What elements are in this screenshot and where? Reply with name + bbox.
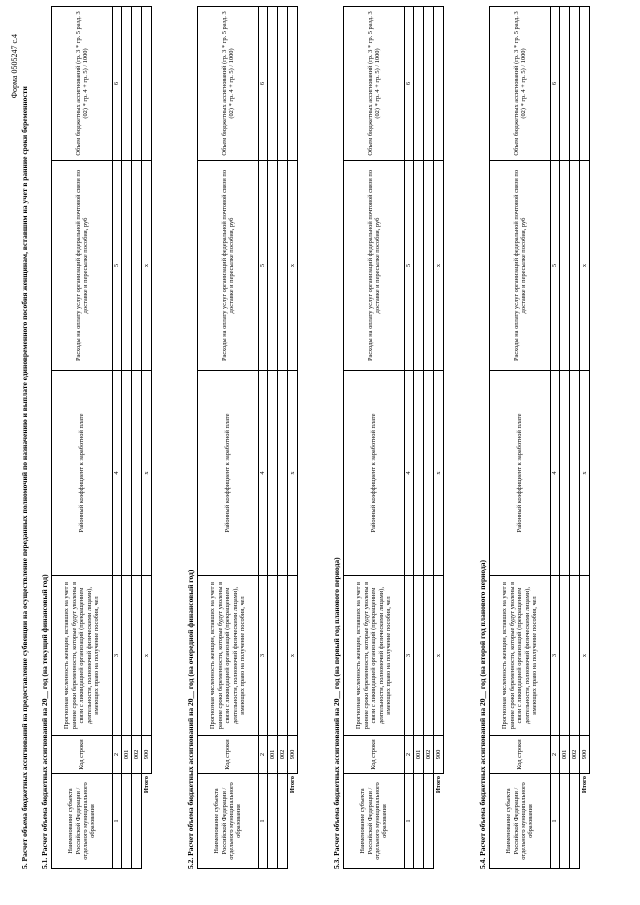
cell-subject[interactable] [122,774,132,869]
cell-coefficient[interactable] [268,371,278,576]
cell-postal[interactable] [132,161,142,371]
main-title: 5. Расчет объема бюджетных ассигнований на предоставление субвенции на осуществление переданных полномочий по назначению и выплате единовременного пособия женщинам, вставшим на учет в ранние сроки беременности [20,86,29,869]
cell-count[interactable] [122,576,132,736]
total-code: 900 [434,736,444,774]
cell-code: 001 [122,736,132,774]
column-number: 2 [405,736,414,774]
cell-postal[interactable] [122,161,132,371]
budget-table [343,6,444,869]
cell-count[interactable] [414,576,424,736]
cell-postal[interactable] [424,161,434,371]
total-x: x [580,576,590,736]
table-row [132,7,142,869]
total-x: x [142,576,152,736]
cell-count[interactable] [560,576,570,736]
column-number: 4 [113,371,122,576]
form-code: Форма 0505247 с.4 [10,34,19,99]
cell-volume[interactable] [268,7,278,161]
header-forecast-count: Прогнозная численность женщин, вставших на учет в ранние сроки беременности, которые будут уволены в связи с ликвидацией организаций (прекращением деятельности, полномочий физическими лицами), имеющих право на получение пособия, чел [52,576,113,736]
cell-volume[interactable] [414,7,424,161]
header-row-code: Код строки [344,736,405,774]
cell-code: 001 [414,736,424,774]
column-number: 3 [405,576,414,736]
table-row [424,7,434,869]
total-x: x [580,371,590,576]
total-volume[interactable] [434,7,444,161]
header-row-code: Код строки [490,736,551,774]
header-row-code: Код строки [52,736,113,774]
cell-volume[interactable] [122,7,132,161]
header-subject: Наименование субъекта Российской Федерации / отдельного муниципального образования [344,774,405,869]
column-number: 2 [259,736,268,774]
section-5-2 [186,7,298,869]
total-row [580,7,590,869]
section-caption: 5.4. Расчет объема бюджетных ассигнований на 20__ год (на второй год планового периода) [478,559,487,869]
cell-coefficient[interactable] [414,371,424,576]
header-budget-volume: Объем бюджетных ассигнований (гр. 3 * гр. 5 разд. 3 (02) * гр. 4 + гр. 5) / 1000) [198,7,259,161]
cell-postal[interactable] [570,161,580,371]
column-number: 6 [551,7,560,161]
header-regional-coefficient: Районный коэффициент к заработной плате [490,371,551,576]
column-number: 5 [259,161,268,371]
header-budget-volume: Объем бюджетных ассигнований (гр. 3 * гр. 5 разд. 3 (02) * гр. 4 + гр. 5) / 1000) [52,7,113,161]
cell-volume[interactable] [560,7,570,161]
total-x: x [434,576,444,736]
section-5-3 [332,7,444,869]
section-caption: 5.2. Расчет объема бюджетных ассигнований на 20__ год (на очередной финансовый год) [186,569,195,869]
total-code: 900 [288,736,298,774]
budget-table [197,6,298,869]
cell-subject[interactable] [278,774,288,869]
column-number: 1 [551,774,560,869]
cell-subject[interactable] [570,774,580,869]
cell-volume[interactable] [132,7,142,161]
total-label: Итого [580,774,590,869]
cell-postal[interactable] [560,161,570,371]
header-regional-coefficient: Районный коэффициент к заработной плате [344,371,405,576]
header-regional-coefficient: Районный коэффициент к заработной плате [52,371,113,576]
header-regional-coefficient: Районный коэффициент к заработной плате [198,371,259,576]
cell-postal[interactable] [278,161,288,371]
table-row [570,7,580,869]
cell-coefficient[interactable] [132,371,142,576]
cell-code: 001 [268,736,278,774]
column-number: 5 [405,161,414,371]
section-5-4 [478,7,590,869]
column-number: 1 [259,774,268,869]
header-forecast-count: Прогнозная численность женщин, вставших на учет в ранние сроки беременности, которые будут уволены в связи с ликвидацией организаций (прекращением деятельности, полномочий физическими лицами), имеющих право на получение пособия, чел [344,576,405,736]
total-row [434,7,444,869]
total-label: Итого [142,774,152,869]
column-number: 4 [259,371,268,576]
cell-count[interactable] [278,576,288,736]
table-row [278,7,288,869]
header-budget-volume: Объем бюджетных ассигнований (гр. 3 * гр. 5 разд. 3 (02) * гр. 4 + гр. 5) / 1000) [344,7,405,161]
cell-count[interactable] [132,576,142,736]
table-row [268,7,278,869]
total-volume[interactable] [288,7,298,161]
column-number: 2 [113,736,122,774]
header-postal-expenses: Расходы на оплату услуг организаций федеральной почтовой связи по доставке и пересылке пособия, руб [52,161,113,371]
table-row [414,7,424,869]
section-caption: 5.3. Расчет объема бюджетных ассигнований на 20__ год (на первый год планового периода) [332,557,341,869]
column-number: 3 [259,576,268,736]
cell-subject[interactable] [414,774,424,869]
total-label: Итого [434,774,444,869]
section-5-1 [40,7,152,869]
cell-count[interactable] [268,576,278,736]
column-number: 1 [405,774,414,869]
column-number: 1 [113,774,122,869]
cell-subject[interactable] [424,774,434,869]
header-subject: Наименование субъекта Российской Федерации / отдельного муниципального образования [198,774,259,869]
header-budget-volume: Объем бюджетных ассигнований (гр. 3 * гр. 5 разд. 3 (02) * гр. 4 + гр. 5) / 1000) [490,7,551,161]
total-x: x [434,371,444,576]
column-number: 6 [113,7,122,161]
header-forecast-count: Прогнозная численность женщин, вставших на учет в ранние сроки беременности, которые будут уволены в связи с ликвидацией организаций (прекращением деятельности, полномочий физическими лицами), имеющих право на получение пособия, чел [198,576,259,736]
cell-coefficient[interactable] [560,371,570,576]
header-postal-expenses: Расходы на оплату услуг организаций федеральной почтовой связи по доставке и пересылке пособия, руб [490,161,551,371]
cell-count[interactable] [570,576,580,736]
cell-volume[interactable] [424,7,434,161]
total-x: x [142,161,152,371]
header-row-code: Код строки [198,736,259,774]
budget-table [489,6,590,869]
cell-count[interactable] [424,576,434,736]
cell-volume[interactable] [278,7,288,161]
total-x: x [580,161,590,371]
cell-coefficient[interactable] [570,371,580,576]
table-row [122,7,132,869]
table-row [560,7,570,869]
column-number: 4 [405,371,414,576]
cell-code: 002 [570,736,580,774]
total-row [142,7,152,869]
total-x: x [288,371,298,576]
total-x: x [288,161,298,371]
cell-coefficient[interactable] [278,371,288,576]
cell-postal[interactable] [414,161,424,371]
total-code: 900 [580,736,590,774]
column-number: 3 [113,576,122,736]
total-x: x [142,371,152,576]
cell-code: 002 [132,736,142,774]
total-row [288,7,298,869]
cell-subject[interactable] [560,774,570,869]
column-number: 2 [551,736,560,774]
cell-code: 002 [278,736,288,774]
total-x: x [434,161,444,371]
header-forecast-count: Прогнозная численность женщин, вставших на учет в ранние сроки беременности, которые будут уволены в связи с ликвидацией организаций (прекращением деятельности, полномочий физическими лицами), имеющих право на получение пособия, чел [490,576,551,736]
section-caption: 5.1. Расчет объема бюджетных ассигнований на 20__ год (на текущий финансовый год) [40,574,49,869]
cell-coefficient[interactable] [424,371,434,576]
column-number: 6 [405,7,414,161]
column-number: 5 [551,161,560,371]
cell-subject[interactable] [268,774,278,869]
cell-coefficient[interactable] [122,371,132,576]
column-number: 6 [259,7,268,161]
cell-volume[interactable] [570,7,580,161]
cell-code: 002 [424,736,434,774]
cell-subject[interactable] [132,774,142,869]
total-code: 900 [142,736,152,774]
column-number: 4 [551,371,560,576]
total-x: x [288,576,298,736]
column-number: 5 [113,161,122,371]
header-subject: Наименование субъекта Российской Федерации / отдельного муниципального образования [52,774,113,869]
header-postal-expenses: Расходы на оплату услуг организаций федеральной почтовой связи по доставке и пересылке пособия, руб [198,161,259,371]
header-subject: Наименование субъекта Российской Федерации / отдельного муниципального образования [490,774,551,869]
header-postal-expenses: Расходы на оплату услуг организаций федеральной почтовой связи по доставке и пересылке пособия, руб [344,161,405,371]
total-volume[interactable] [142,7,152,161]
budget-table [51,6,152,869]
cell-postal[interactable] [268,161,278,371]
total-label: Итого [288,774,298,869]
total-volume[interactable] [580,7,590,161]
column-number: 3 [551,576,560,736]
cell-code: 001 [560,736,570,774]
